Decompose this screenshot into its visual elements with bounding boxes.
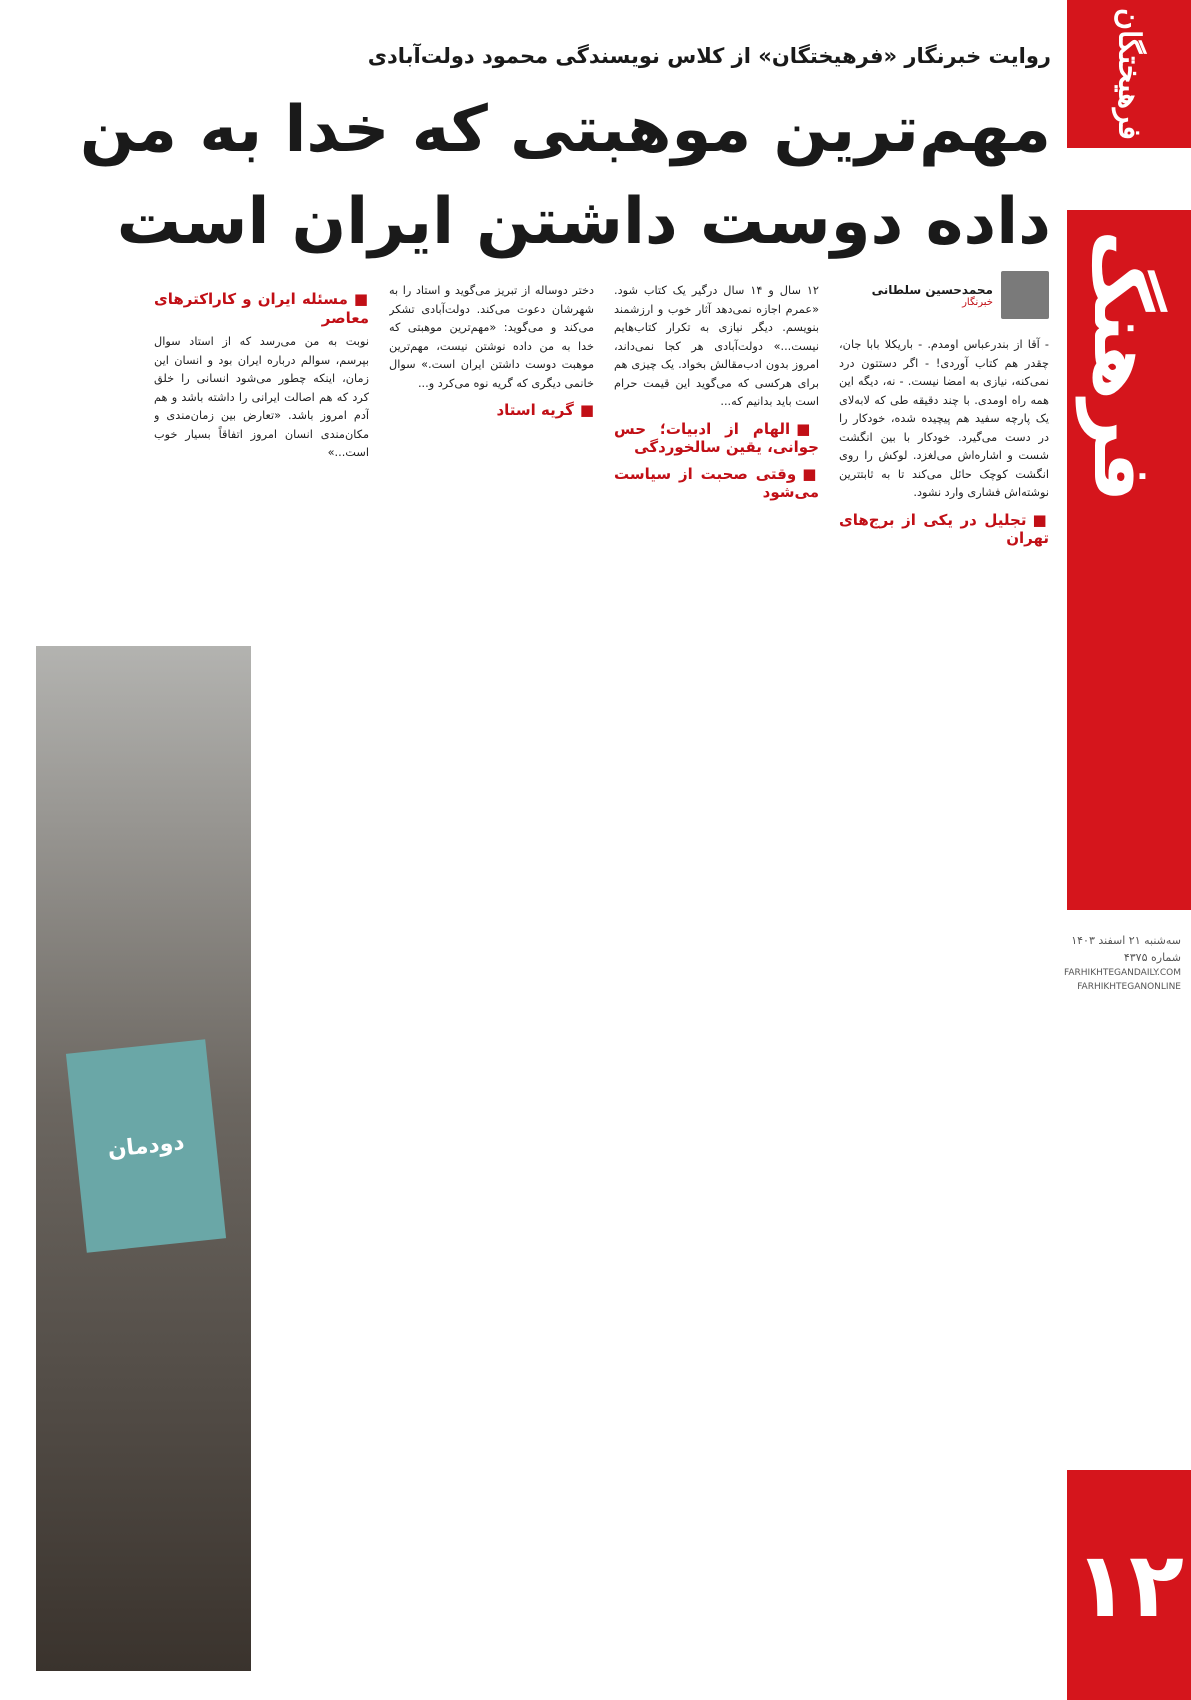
issue-info	[1031, 930, 1181, 996]
column-text: دختر دوساله از تبریز می‌گوید و استاد را به شهرشان دعوت می‌کند. دولت‌آبادی تشکر می‌کند و می‌گوید: «مهم‌ترین موهبتی که خدا به من داده نوشتن نیست، مهم‌ترین موهبت دوست داشتن ایران است.» سوال خانمی دیگری که گریه نوه می‌کرد و...	[389, 284, 594, 390]
article-column-2	[614, 282, 819, 1667]
issue-date: سه‌شنبه ۲۱ اسفند ۱۴۰۳	[1071, 934, 1181, 947]
issue-social: FARHIKHTEGANONLINE	[1077, 982, 1181, 992]
subhead: ■ گریه استاد	[389, 401, 594, 420]
page-number: ۱۲	[1067, 1470, 1191, 1700]
kicker: روایت خبرنگار «فرهیختگان» از کلاس نویسندگی محمود دولت‌آبادی	[367, 44, 1051, 68]
book-cover	[66, 1039, 226, 1253]
column-text: - آقا از بندرعباس اومدم. - باریکلا بابا جان، چقدر هم کتاب آوردی! - اگر دستتون درد نمی‌کنه، نیازی به امضا نیست. - نه، دیگه این همه راه اومدی. با چند دقیقه طی که لابه‌لای یک پارچه سفید هم پیچیده شده، خودکار را در دست می‌گیرد. خودکار با بین انگشت شست و اشاره‌اش می‌لغزد. لوکش را روی انگشت کوچک حائل می‌کند تا به ثابتترین نوشته‌اش فشاری وارد نشود.	[839, 338, 1049, 499]
issue-number: شماره ۴۳۷۵	[1123, 951, 1181, 964]
column-text: ۱۲ سال و ۱۴ سال درگیر یک کتاب شود. «عمرم اجازه نمی‌دهد آثار خوب و ارزشمند بنویسم. دیگر نیازی به تکرار کتاب‌هایم نیست...» دولت‌آبادی هر کجا نمی‌داند، امروز بدون ادب‌مقالش بخواد. یک چیزی هم برای هرکسی که می‌گوید این قیمت حرام است باید بدانیم که...	[614, 284, 819, 408]
author-name: محمدحسین سلطانی	[871, 282, 993, 297]
headline: مهم‌ترین موهبتی که خدا به من داده دوست داشتن ایران است	[79, 93, 1051, 259]
issue-site: FARHIKHTEGANDAILY.COM	[1064, 968, 1181, 978]
book-title: دودمان	[106, 1129, 186, 1163]
subhead: ■ الهام از ادبیات؛ حس جوانی، یقین سالخوردگی	[614, 420, 819, 457]
subhead: ■ تجلیل در یکی از برج‌های تهران	[839, 511, 1049, 548]
article-column-3	[389, 282, 594, 1667]
author-byline	[849, 265, 1049, 325]
brand-logo: فرهیختگان	[1067, 0, 1191, 148]
section-title: فرهنگ	[1076, 230, 1169, 503]
author-avatar	[1001, 271, 1049, 319]
article-column-1	[839, 336, 1049, 1666]
article-column-4	[154, 282, 369, 642]
subhead: ■ مسئله ایران و کاراکترهای معاصر	[154, 290, 369, 327]
subhead: ■ وقتی صحبت از سیاست می‌شود	[614, 465, 819, 502]
brand-strip	[1067, 0, 1191, 1700]
article-photo	[36, 646, 251, 1671]
column-text: نوبت به من می‌رسد که از استاد سوال بپرسم، سوالم درباره ایران بود و انسان این زمان، اینکه چطور می‌شود انسانی را خلق کرد که هم اصالت ایرانی را داشته باشد و هم آدم امروز باشد. «تعارض بین زمان‌مندی و مکان‌مندی انسان امروز اتفاقاً بسیار خوب است...»	[154, 335, 369, 459]
author-role: خبرنگار	[962, 296, 993, 308]
